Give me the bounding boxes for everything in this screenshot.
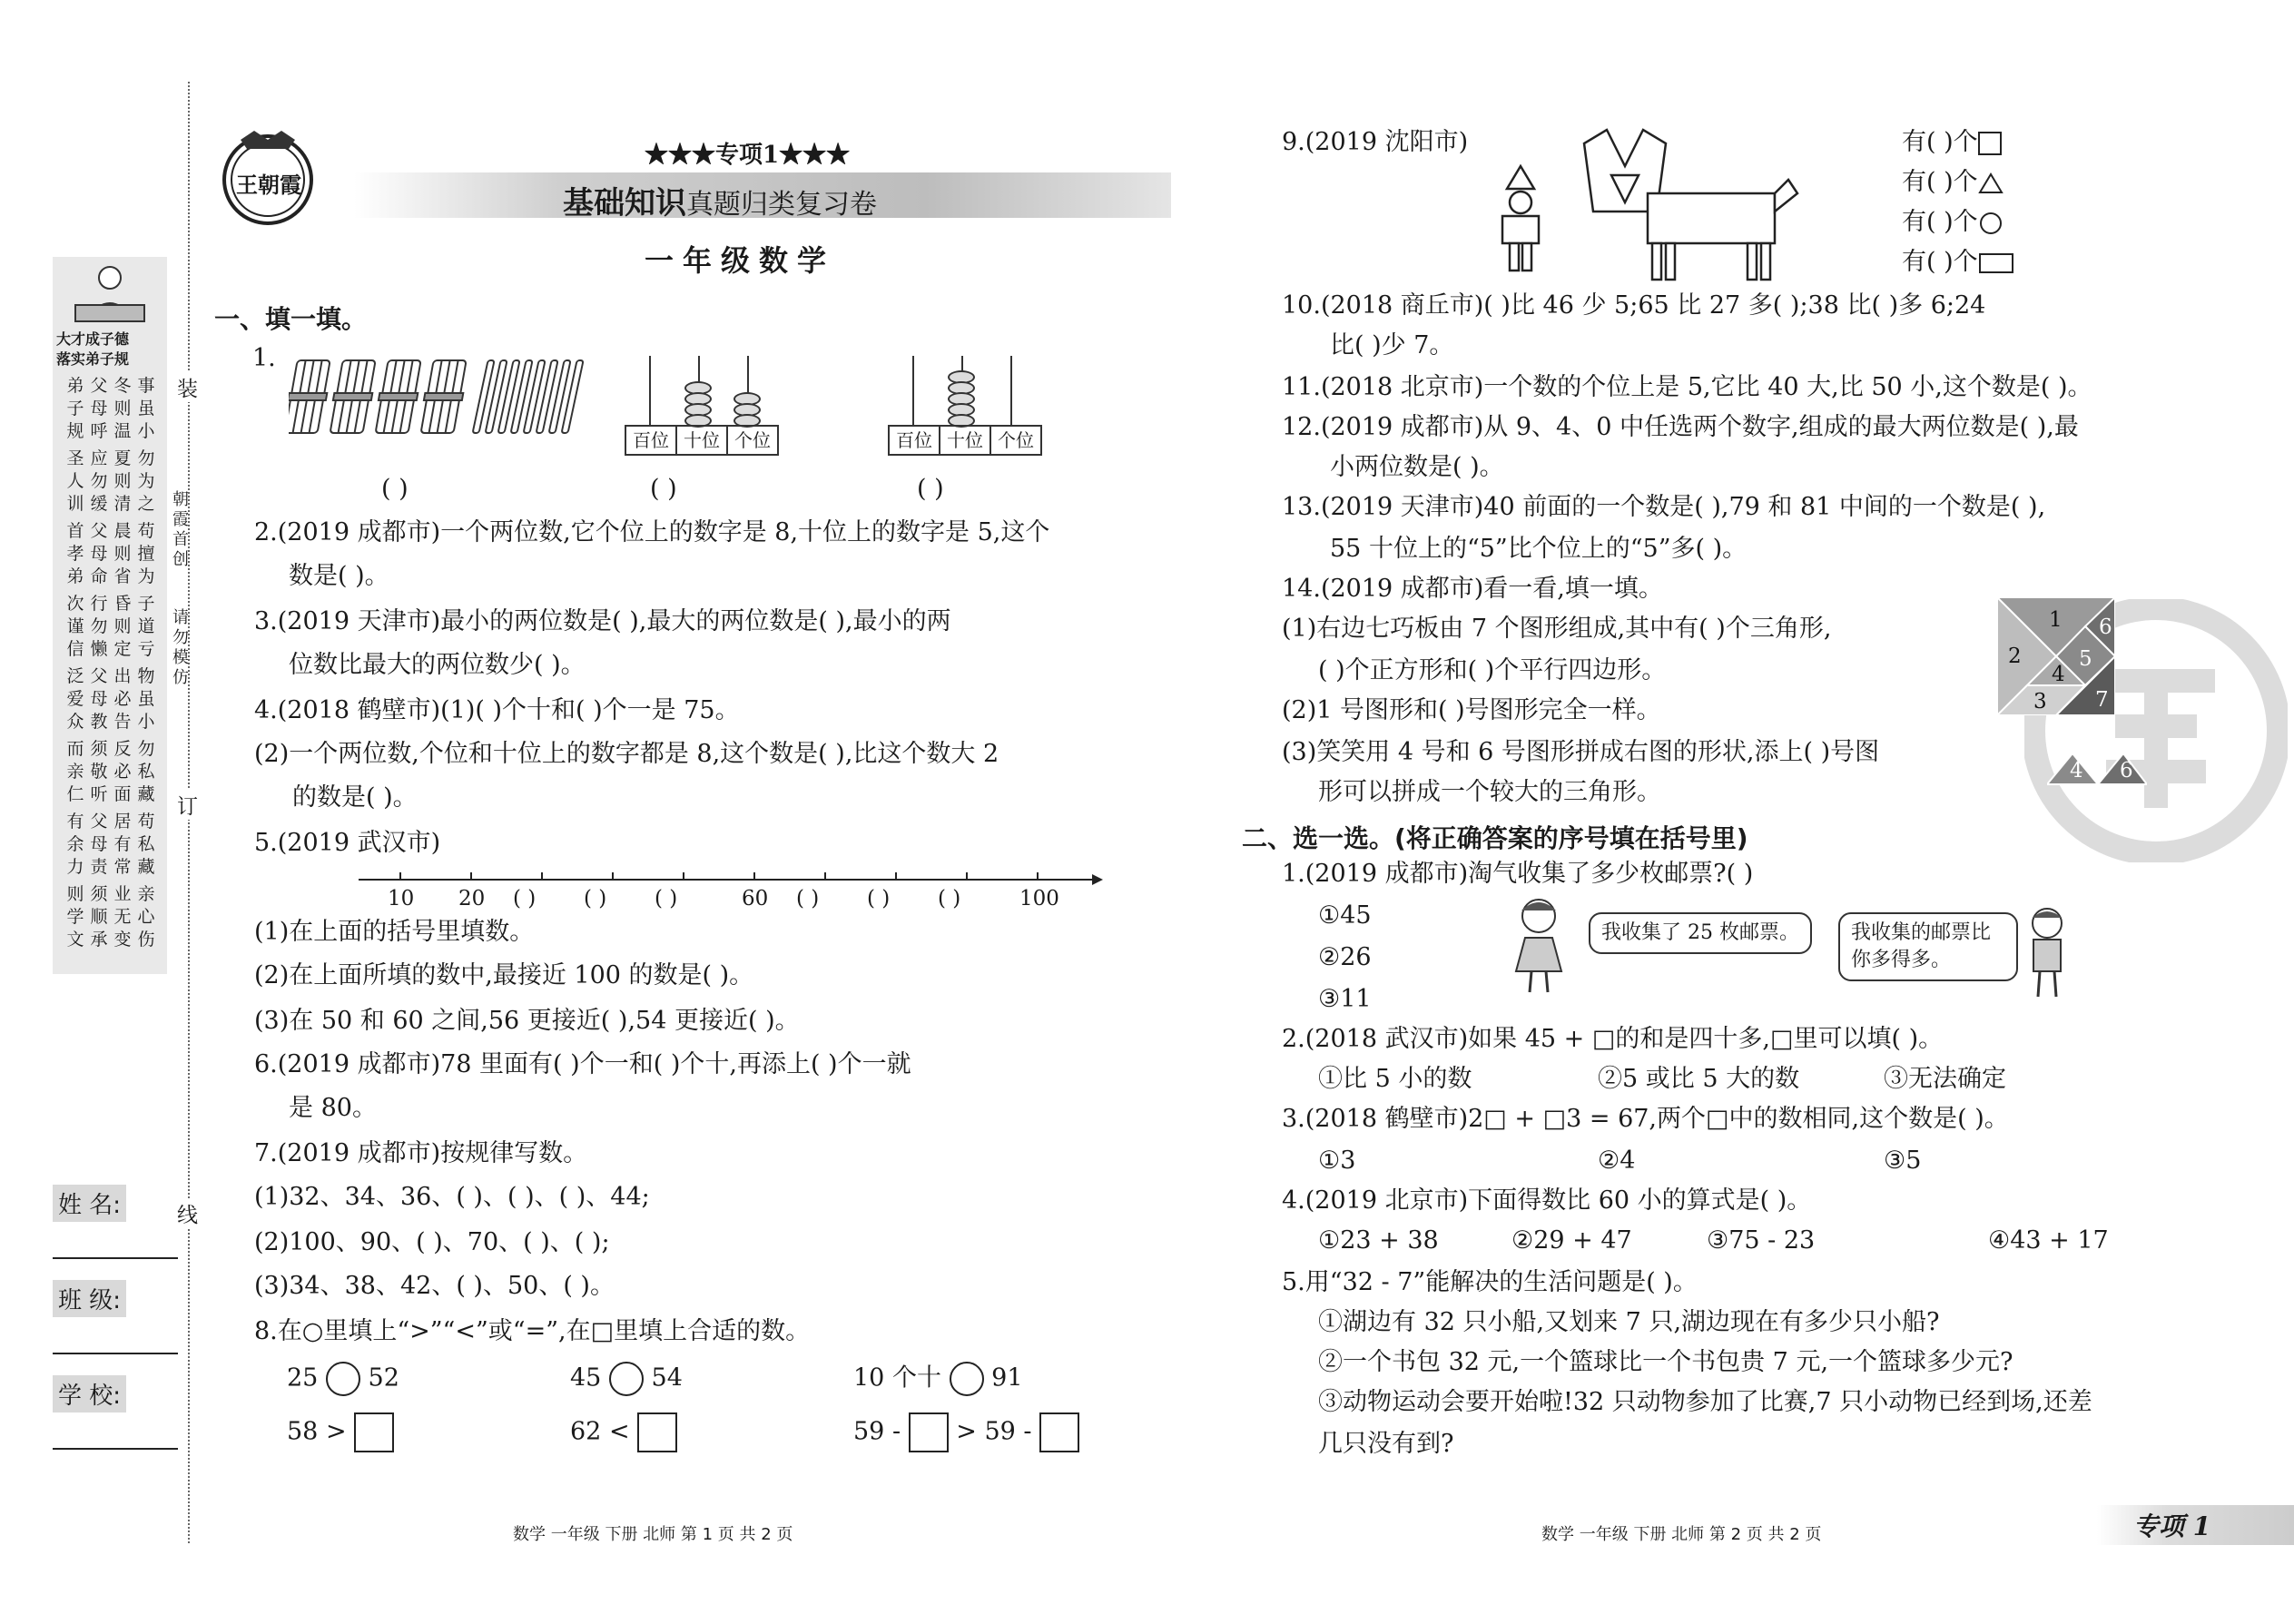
tangram-num-5: 5 (2079, 647, 2092, 671)
sidebar-poem-panel (53, 257, 167, 974)
poem-column: 则学文 (66, 884, 84, 950)
side-mark-2: 订 (177, 790, 198, 820)
q8-title: 8.在○里填上“>”“<”或“=”,在□里填上合适的数。 (254, 1317, 811, 1345)
number-line (359, 867, 1103, 921)
poem-column: 物虽小 (137, 666, 155, 732)
q14-sub-3b: 形可以拼成一个较大的三角形。 (1318, 778, 1661, 806)
q9-row-circle (1902, 207, 2004, 238)
logo-text: 王朝霞 (236, 172, 301, 198)
q8-fill-2 (570, 1412, 677, 1452)
poem-column: 子道亏 (137, 594, 155, 659)
s4-option-3[interactable]: ③75 - 23 (1707, 1226, 1816, 1255)
poem-column: 居有常 (113, 812, 132, 877)
answer-box[interactable] (1039, 1412, 1079, 1452)
q5-title: 5.(2019 武汉市) (254, 829, 441, 857)
poem-column: 首孝弟 (66, 521, 84, 586)
abacus-label-hundreds: 百位 (626, 427, 677, 454)
poem-column: 弟子规 (66, 376, 84, 441)
tangram-combined-shape (2047, 750, 2147, 786)
q5-sub-1: (1)在上面的括号里填数。 (254, 918, 535, 946)
right-footer: 数学 一年级 下册 北师 第 2 页 共 2 页 (1541, 1525, 1822, 1544)
poem-column: 泛爱众 (66, 666, 84, 732)
q5-sub-2: (2)在上面所填的数中,最接近 100 的数是( )。 (254, 961, 754, 989)
square-icon (1978, 132, 2002, 155)
q7-sub-3: (3)34、38、42、( )、50、( )。 (254, 1272, 615, 1300)
tangram-num-3: 3 (2033, 690, 2047, 714)
triangle-icon (1978, 172, 2004, 194)
combined-num-4: 4 (2070, 759, 2083, 782)
abacus-2-rod-hundreds (912, 356, 914, 425)
name-label: 姓 名: (53, 1185, 126, 1222)
q9-row-triangle (1902, 167, 2004, 198)
poem-column: 行勿懒 (90, 594, 108, 659)
main-title-rest: 真题归类复习卷 (686, 189, 877, 221)
poem-column: 冬则温 (113, 376, 132, 441)
s3-option-2[interactable]: ②4 (1598, 1147, 1636, 1175)
abacus-1 (625, 356, 775, 456)
abacus-2 (888, 356, 1039, 456)
s3-option-3[interactable]: ③5 (1884, 1147, 1922, 1175)
section-2-title: 二、选一选。(将正确答案的序号填在括号里) (1242, 823, 1748, 853)
numline-blank[interactable]: ( ) (513, 887, 537, 910)
q14-title: 14.(2019 成都市)看一看,填一填。 (1282, 575, 1663, 603)
poem-column: 须敬听 (90, 739, 108, 804)
q8-a2: 52 (368, 1363, 399, 1393)
q14-sub-3a: (3)笑笑用 4 号和 6 号图形拼成右图的形状,添上( )号图 (1282, 738, 1880, 766)
abacus-label-tens: 十位 (940, 427, 991, 454)
numline-label: 20 (458, 887, 486, 910)
q14-sub-1a: (1)右边七巧板由 7 个图形组成,其中有( )个三角形, (1282, 615, 1832, 643)
q8-c2: 91 (991, 1363, 1023, 1393)
abacus-2-rod-ones (1010, 356, 1012, 425)
q8-f2: > 59 - (956, 1417, 1032, 1446)
q12-line-2: 小两位数是( )。 (1330, 453, 1504, 481)
q9-count-rectangle[interactable]: 有( )个 (1902, 248, 1978, 276)
s3-question: 3.(2018 鹤壁市)2□ + □3 = 67,两个□中的数相同,这个数是( )。 (1282, 1105, 2009, 1133)
q9-row-rectangle (1902, 247, 2014, 278)
q8-compare-1 (287, 1362, 399, 1396)
motto-2: 落实弟子规 (56, 350, 130, 368)
q6-line-2: 是 80。 (289, 1094, 377, 1122)
q1-answer-2[interactable]: ( ) (650, 475, 677, 503)
q1-number: 1. (252, 344, 276, 372)
boy-illustration (2020, 903, 2074, 999)
s3-option-1[interactable]: ①3 (1318, 1147, 1356, 1175)
q12-line-1: 12.(2019 成都市)从 9、4、0 中任选两个数字,组成的最大两位数是( ),最 (1282, 413, 2079, 441)
girl-illustration (1507, 894, 1570, 994)
numline-blank[interactable]: ( ) (867, 887, 891, 910)
s1-question: 1.(2019 成都市)淘气收集了多少枚邮票?( ) (1282, 860, 1754, 888)
answer-box[interactable] (909, 1412, 949, 1452)
q1-answer-3[interactable]: ( ) (917, 475, 944, 503)
poem-column: 次谨信 (66, 594, 84, 659)
q3-line-2: 位数比最大的两位数少( )。 (289, 651, 586, 679)
s2-option-1[interactable]: ①比 5 小的数 (1318, 1065, 1472, 1093)
section-1-title: 一、填一填。 (214, 304, 368, 334)
poem-column: 业无变 (113, 884, 132, 950)
compare-circle[interactable] (609, 1362, 644, 1396)
s5-option-1[interactable]: ①湖边有 32 只小船,又划来 7 只,湖边现在有多少只小船? (1318, 1308, 1940, 1336)
poem-column: 父母命 (90, 521, 108, 586)
q4-line-1: 4.(2018 鹤壁市)(1)( )个十和( )个一是 75。 (254, 696, 740, 724)
numline-blank[interactable]: ( ) (655, 887, 678, 910)
q8-compare-2 (570, 1362, 683, 1396)
poem-column: 亲心伤 (137, 884, 155, 950)
q8-f1: 59 - (853, 1417, 901, 1446)
poem-column: 苟私藏 (137, 812, 155, 877)
q14-sub-2: (2)1 号图形和( )号图形完全一样。 (1282, 696, 1661, 724)
side-text-2: 请勿模仿 (172, 608, 189, 687)
s1-option-3[interactable]: ③11 (1318, 985, 1372, 1013)
s2-option-3[interactable]: ③无法确定 (1884, 1065, 2006, 1093)
q4-line-2: (2)一个两位数,个位和十位上的数字都是 8,这个数是( ),比这个数大 2 (254, 740, 999, 768)
school-label: 学 校: (53, 1375, 126, 1412)
corner-label: 专项 1 (2133, 1511, 2211, 1541)
abacus-label-tens: 十位 (677, 427, 728, 454)
q8-a1: 25 (287, 1363, 319, 1393)
q10-line-2: 比( )少 7。 (1330, 331, 1454, 359)
stick-bundles-illustration (289, 359, 597, 436)
q5-sub-3: (3)在 50 和 60 之间,56 更接近( ),54 更接近( )。 (254, 1007, 800, 1035)
q9-count-square[interactable]: 有( )个 (1902, 128, 1978, 156)
poem-column: 反必面 (113, 739, 132, 804)
main-title (563, 178, 877, 222)
tangram-num-2: 2 (2008, 645, 2022, 668)
q13-line-2: 55 十位上的“5”比个位上的“5”多( )。 (1330, 535, 1748, 563)
q4-line-3: 的数是( )。 (292, 783, 418, 812)
q7-sub-1: (1)32、34、36、( )、( )、( )、44; (254, 1183, 650, 1211)
s1-option-2[interactable]: ②26 (1318, 943, 1372, 971)
numline-blank[interactable]: ( ) (584, 887, 607, 910)
abacus-label-hundreds: 百位 (890, 427, 940, 454)
tangram-num-6: 6 (2099, 615, 2112, 639)
s4-option-2[interactable]: ②29 + 47 (1511, 1226, 1632, 1255)
s5-option-2[interactable]: ②一个书包 32 元,一个篮球比一个书包贵 7 元,一个篮球多少元? (1318, 1348, 2013, 1376)
tangram-num-1: 1 (2049, 608, 2063, 632)
s4-option-1[interactable]: ①23 + 38 (1318, 1226, 1439, 1255)
q8-b2: 54 (651, 1363, 683, 1393)
poem-column: 苟擅为 (137, 521, 155, 586)
side-mark-1: 装 (177, 372, 198, 402)
scholar-illustration (66, 261, 153, 325)
s4-question: 4.(2019 北京市)下面得数比 60 小的算式是( )。 (1282, 1186, 1812, 1215)
poem-column: 父母责 (90, 812, 108, 877)
q8-e: 62 < (570, 1417, 630, 1446)
q7-sub-2: (2)100、90、( )、70、( )、( ); (254, 1228, 610, 1256)
side-text-1: 朝霞首创 (172, 490, 189, 569)
numline-label: 60 (742, 887, 769, 910)
compare-circle[interactable] (326, 1362, 360, 1396)
q13-line-1: 13.(2019 天津市)40 前面的一个数是( ),79 和 81 中间的一个数是( ), (1282, 493, 2046, 521)
poem-column: 圣人训 (66, 448, 84, 514)
poem-column: 勿私藏 (137, 739, 155, 804)
rectangle-icon (1978, 251, 2014, 275)
answer-box[interactable] (354, 1412, 394, 1452)
poem-column: 父母教 (90, 666, 108, 732)
class-label: 班 级: (53, 1280, 126, 1317)
q8-fill-1 (287, 1412, 394, 1452)
side-mark-3: 线 (177, 1198, 198, 1228)
tangram-num-4: 4 (2052, 663, 2065, 686)
q2-line-1: 2.(2019 成都市)一个两位数,它个位上的数字是 8,十位上的数字是 5,这个 (254, 518, 1050, 546)
q6-line-1: 6.(2019 成都市)78 里面有( )个一和( )个十,再添上( )个一就 (254, 1050, 911, 1078)
numline-label: 10 (388, 887, 415, 910)
q9-count-triangle[interactable]: 有( )个 (1902, 168, 1978, 196)
compare-circle[interactable] (950, 1362, 984, 1396)
main-title-bold: 基础知识 (563, 185, 686, 221)
name-line[interactable] (53, 1257, 178, 1259)
boy-speech-bubble: 我收集的邮票比你多得多。 (1838, 912, 2018, 981)
poem-column: 勿为之 (137, 448, 155, 514)
poem-column: 须顺承 (90, 884, 108, 950)
poem-column: 应勿缓 (90, 448, 108, 514)
s5-question: 5.用“32 - 7”能解决的生活问题是( )。 (1282, 1268, 1698, 1296)
q8-b1: 45 (570, 1363, 602, 1393)
abacus-label-ones: 个位 (998, 429, 1034, 451)
class-line[interactable] (53, 1353, 178, 1354)
s2-option-2[interactable]: ②5 或比 5 大的数 (1598, 1065, 1800, 1093)
answer-box[interactable] (637, 1412, 677, 1452)
combined-num-6: 6 (2120, 759, 2133, 782)
poem-column: 而亲仁 (66, 739, 84, 804)
brand-logo (218, 127, 318, 227)
school-line[interactable] (53, 1448, 178, 1450)
tangram-num-7: 7 (2095, 688, 2109, 712)
s4-option-4[interactable]: ④43 + 17 (1988, 1226, 2109, 1255)
q8-d: 58 > (287, 1417, 347, 1446)
abacus-2-base (888, 425, 1042, 456)
s5-option-3b: 几只没有到? (1318, 1430, 1454, 1458)
poem-column: 夏则清 (113, 448, 132, 514)
abacus-1-rod-hundreds (649, 356, 651, 425)
left-footer: 数学 一年级 下册 北师 第 1 页 共 2 页 (513, 1525, 793, 1544)
q8-c1: 10 个十 (853, 1363, 941, 1393)
poem-column: 昏则定 (113, 594, 132, 659)
s2-question: 2.(2018 武汉市)如果 45 + □的和是四十多,□里可以填( )。 (1282, 1025, 1944, 1053)
circle-icon (1978, 211, 2004, 236)
q11: 11.(2018 北京市)一个数的个位上是 5,它比 40 大,比 50 小,这个数是( )。 (1282, 373, 2092, 401)
tangram-figure (1997, 597, 2115, 715)
motto-1: 大才成子德 (56, 330, 130, 348)
series-label: ★★★专项1★★★ (645, 142, 851, 169)
q9-row-square (1902, 127, 2002, 158)
poem-column: 事虽小 (137, 376, 155, 441)
numline-blank[interactable]: ( ) (938, 887, 961, 910)
q2-line-2: 数是( )。 (289, 562, 389, 590)
numline-label: 100 (1019, 887, 1059, 910)
poem-columns (60, 375, 162, 965)
q7-title: 7.(2019 成都市)按规律写数。 (254, 1139, 588, 1167)
poem-column: 出必告 (113, 666, 132, 732)
abacus-label-ones: 个位 (734, 429, 771, 451)
subject-title: 一年级数学 (645, 243, 836, 278)
abacus-1-base (625, 425, 779, 456)
poem-column: 晨则省 (113, 521, 132, 586)
shape-figures-illustration (1480, 125, 1807, 289)
q9-count-circle[interactable]: 有( )个 (1902, 208, 1978, 236)
q14-sub-1b: ( )个正方形和( )个平行四边形。 (1318, 656, 1667, 684)
q8-compare-3 (853, 1362, 1023, 1396)
numline-blank[interactable]: ( ) (796, 887, 820, 910)
s5-option-3a[interactable]: ③动物运动会要开始啦!32 只动物参加了比赛,7 只小动物已经到场,还差 (1318, 1388, 2092, 1416)
s1-option-1[interactable]: ①45 (1318, 901, 1372, 930)
q3-line-1: 3.(2019 天津市)最小的两位数是( ),最大的两位数是( ),最小的两 (254, 607, 951, 635)
poem-column: 有余力 (66, 812, 84, 877)
girl-speech-bubble: 我收集了 25 枚邮票。 (1589, 912, 1812, 954)
q1-answer-1[interactable]: ( ) (381, 475, 409, 503)
q10-line-1: 10.(2018 商丘市)( )比 46 少 5;65 比 27 多( );38 比( )多 6;24 (1282, 291, 1986, 320)
q8-fill-3 (853, 1412, 1079, 1452)
q9-title: 9.(2019 沈阳市) (1282, 128, 1469, 156)
poem-column: 父母呼 (90, 376, 108, 441)
